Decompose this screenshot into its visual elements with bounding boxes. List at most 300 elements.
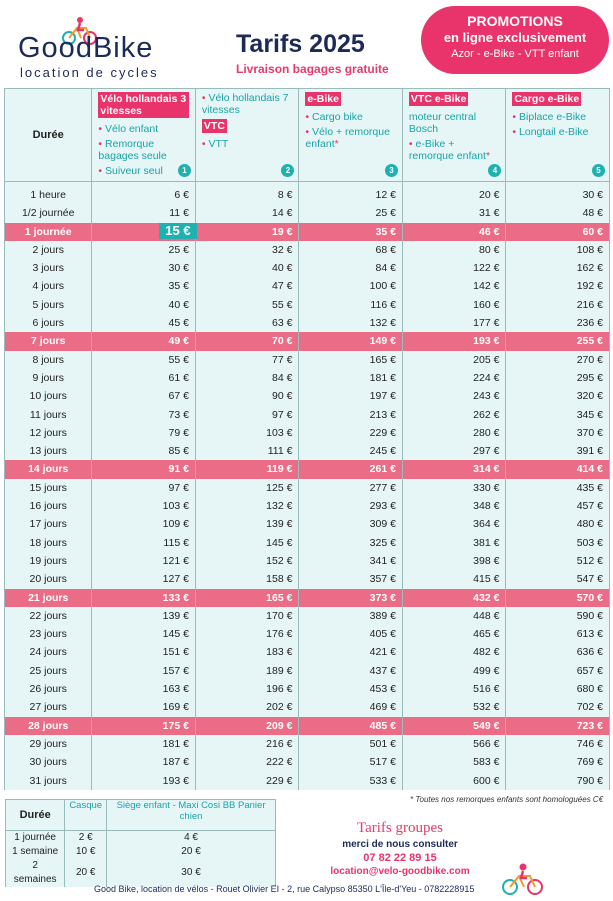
acc-duration-cell: 2 semaines	[6, 859, 65, 887]
price-cell: 103 €	[195, 424, 299, 442]
acc-siege-cell: 20 €	[107, 845, 276, 859]
price-cell: 8 €	[195, 182, 299, 205]
acc-siege-header: Siège enfant - Maxi Cosi BB Panier chien	[107, 800, 276, 831]
price-row	[5, 680, 610, 698]
price-cell: 499 €	[402, 662, 506, 680]
duration-cell: 29 jours	[5, 735, 92, 753]
price-cell: 485 €	[299, 717, 403, 735]
price-cell: 262 €	[402, 406, 506, 424]
bullet-icon: •	[305, 111, 313, 124]
category-item	[409, 111, 500, 135]
price-cell: 127 €	[92, 570, 196, 588]
price-row	[5, 223, 610, 241]
price-cell: 320 €	[506, 387, 610, 405]
price-cell: 435 €	[506, 479, 610, 497]
price-cell: 583 €	[402, 753, 506, 771]
price-cell: 91 €	[92, 460, 196, 478]
footer-address: Good Bike, location de vélos - Rouet Olivier EI - 2, rue Calypso 85350 L'Île-d'Yeu - 0782228915	[94, 884, 475, 894]
category-item	[305, 126, 396, 150]
duration-cell: 20 jours	[5, 570, 92, 588]
price-cell: 115 €	[92, 534, 196, 552]
category-header-3	[299, 89, 403, 182]
price-row	[5, 589, 610, 607]
price-cell: 570 €	[506, 589, 610, 607]
price-table-body	[5, 182, 610, 790]
price-cell: 197 €	[299, 387, 403, 405]
price-cell: 769 €	[506, 753, 610, 771]
price-cell: 100 €	[299, 277, 403, 295]
category-item	[512, 111, 603, 123]
price-row	[5, 717, 610, 735]
price-cell: 77 €	[195, 351, 299, 369]
price-cell: 85 €	[92, 442, 196, 460]
price-cell: 73 €	[92, 406, 196, 424]
duration-cell: 3 jours	[5, 259, 92, 277]
price-cell: 30 €	[92, 259, 196, 277]
price-row	[5, 204, 610, 222]
category-item	[512, 126, 603, 138]
price-cell: 169 €	[92, 698, 196, 716]
duration-cell: 8 jours	[5, 351, 92, 369]
price-cell: 31 €	[402, 204, 506, 222]
price-table	[4, 88, 610, 790]
category-item-label: Remorque bagages seule	[98, 138, 167, 163]
price-cell: 70 €	[195, 332, 299, 350]
category-item-label: moteur central Bosch	[408, 111, 477, 136]
duration-cell: 1 journée	[5, 223, 92, 241]
category-item-label: Vélo hollandais 3 vitesses	[100, 93, 187, 117]
category-item-label: Cargo bike	[312, 111, 363, 124]
category-item	[512, 92, 581, 106]
price-cell: 213 €	[299, 406, 403, 424]
duration-cell: 12 jours	[5, 424, 92, 442]
price-cell: 309 €	[299, 515, 403, 533]
duration-cell: 4 jours	[5, 277, 92, 295]
duration-cell: 5 jours	[5, 296, 92, 314]
category-item	[98, 123, 189, 135]
bullet-icon: •	[201, 92, 209, 104]
goodbike-logo	[18, 16, 188, 80]
category-item-label: e-Bike + remorque enfant	[408, 138, 486, 163]
price-cell: 177 €	[402, 314, 506, 332]
category-item	[202, 138, 293, 150]
price-cell: 702 €	[506, 698, 610, 716]
price-row	[5, 332, 610, 350]
bullet-icon: •	[305, 126, 313, 139]
duration-cell: 9 jours	[5, 369, 92, 387]
price-cell: 181 €	[299, 369, 403, 387]
price-cell: 60 €	[506, 223, 610, 241]
accessory-row	[6, 831, 276, 846]
price-cell: 255 €	[506, 332, 610, 350]
price-cell: 47 €	[195, 277, 299, 295]
price-cell: 6 €	[92, 182, 196, 205]
price-cell: 149 €	[299, 332, 403, 350]
price-row	[5, 277, 610, 295]
acc-casque-cell: 10 €	[65, 845, 107, 859]
price-cell: 469 €	[299, 698, 403, 716]
price-cell: 613 €	[506, 625, 610, 643]
price-cell: 216 €	[195, 735, 299, 753]
price-cell: 405 €	[299, 625, 403, 643]
price-cell: 196 €	[195, 680, 299, 698]
price-row	[5, 772, 610, 790]
promo-line2: en ligne exclusivement	[443, 30, 587, 45]
price-cell: 35 €	[92, 277, 196, 295]
price-row	[5, 497, 610, 515]
price-cell: 109 €	[92, 515, 196, 533]
price-cell: 790 €	[506, 772, 610, 790]
price-cell: 163 €	[92, 680, 196, 698]
price-cell: 49 €	[92, 332, 196, 350]
acc-duration-cell: 1 journée	[6, 831, 65, 846]
price-cell: 547 €	[506, 570, 610, 588]
price-table-header	[5, 89, 610, 182]
price-row	[5, 259, 610, 277]
duration-cell: 23 jours	[5, 625, 92, 643]
price-cell: 90 €	[195, 387, 299, 405]
duration-cell: 13 jours	[5, 442, 92, 460]
price-row	[5, 406, 610, 424]
category-item-label: Longtail e-Bike	[519, 126, 589, 139]
group-rates-text: merci de nous consulter	[342, 839, 458, 850]
bullet-icon: •	[512, 111, 520, 124]
price-cell: 183 €	[195, 643, 299, 661]
price-cell: 145 €	[92, 625, 196, 643]
accessories-table	[5, 799, 276, 887]
category-item-label: e-Bike	[307, 93, 339, 105]
price-row	[5, 387, 610, 405]
price-cell: 448 €	[402, 607, 506, 625]
category-item	[305, 111, 396, 123]
duration-cell: 2 jours	[5, 241, 92, 259]
price-cell: 373 €	[299, 589, 403, 607]
price-cell: 516 €	[402, 680, 506, 698]
price-cell: 205 €	[402, 351, 506, 369]
price-cell: 40 €	[92, 296, 196, 314]
price-row	[5, 479, 610, 497]
category-item-label: Suiveur seul	[105, 165, 163, 178]
accessories-body	[6, 831, 276, 888]
price-cell: 121 €	[92, 552, 196, 570]
price-cell: 261 €	[299, 460, 403, 478]
price-cell: 103 €	[92, 497, 196, 515]
price-cell: 97 €	[195, 406, 299, 424]
price-cell: 503 €	[506, 534, 610, 552]
price-cell: 176 €	[195, 625, 299, 643]
duration-cell: 7 jours	[5, 332, 92, 350]
duration-cell: 30 jours	[5, 753, 92, 771]
price-row	[5, 314, 610, 332]
acc-casque-cell: 20 €	[65, 859, 107, 887]
price-row	[5, 643, 610, 661]
category-item	[202, 92, 293, 116]
price-cell: 14 €	[195, 204, 299, 222]
bullet-icon: •	[98, 165, 106, 178]
price-row	[5, 570, 610, 588]
price-cell: 165 €	[195, 589, 299, 607]
price-cell: 158 €	[195, 570, 299, 588]
price-cell: 45 €	[92, 314, 196, 332]
price-cell: 111 €	[195, 442, 299, 460]
acc-duree-header: Durée	[6, 800, 65, 831]
price-cell: 25 €	[299, 204, 403, 222]
price-cell: 181 €	[92, 735, 196, 753]
duration-cell: 27 jours	[5, 698, 92, 716]
price-cell: 48 €	[506, 204, 610, 222]
price-cell: 501 €	[299, 735, 403, 753]
price-cell: 79 €	[92, 424, 196, 442]
price-cell: 680 €	[506, 680, 610, 698]
price-cell: 116 €	[299, 296, 403, 314]
price-cell: 270 €	[506, 351, 610, 369]
price-cell: 398 €	[402, 552, 506, 570]
column-number-badge: 4	[488, 164, 501, 177]
price-cell: 216 €	[506, 296, 610, 314]
category-item-label: VTC e-Bike	[410, 93, 467, 105]
price-cell: 421 €	[299, 643, 403, 661]
category-item	[409, 92, 468, 106]
page-title: Tarifs 2025	[236, 30, 365, 58]
price-cell: 325 €	[299, 534, 403, 552]
price-cell: 480 €	[506, 515, 610, 533]
price-cell: 746 €	[506, 735, 610, 753]
accessories-header	[6, 800, 276, 831]
price-cell: 19 €	[195, 223, 299, 241]
remorque-note: * Toutes nos remorques enfants sont homologuées C€	[410, 795, 604, 804]
price-cell: 162 €	[506, 259, 610, 277]
header	[0, 0, 613, 86]
duration-cell: 1 heure	[5, 182, 92, 205]
star-mark: *	[485, 150, 491, 163]
category-item	[202, 119, 227, 133]
duration-cell: 21 jours	[5, 589, 92, 607]
price-cell: 533 €	[299, 772, 403, 790]
price-cell: 119 €	[195, 460, 299, 478]
acc-casque-header: Casque	[65, 800, 107, 831]
price-cell: 170 €	[195, 607, 299, 625]
bullet-icon: •	[408, 138, 416, 151]
duration-cell: 31 jours	[5, 772, 92, 790]
duration-cell: 15 jours	[5, 479, 92, 497]
price-cell: 84 €	[299, 259, 403, 277]
promo-line3: Azor - e-Bike - VTT enfant	[451, 48, 579, 60]
price-cell: 46 €	[402, 223, 506, 241]
price-cell: 657 €	[506, 662, 610, 680]
promo-badge	[421, 6, 609, 74]
price-cell: 139 €	[92, 607, 196, 625]
group-rates-phone[interactable]: 07 82 22 89 15	[363, 852, 437, 864]
duration-cell: 17 jours	[5, 515, 92, 533]
price-cell: 151 €	[92, 643, 196, 661]
price-cell: 341 €	[299, 552, 403, 570]
price-cell: 35 €	[299, 223, 403, 241]
duration-cell: 10 jours	[5, 387, 92, 405]
price-cell: 293 €	[299, 497, 403, 515]
group-rates-email[interactable]: location@velo-goodbike.com	[330, 866, 470, 877]
price-cell: 152 €	[195, 552, 299, 570]
price-cell: 193 €	[92, 772, 196, 790]
price-cell: 80 €	[402, 241, 506, 259]
brand-name: GoodBike	[18, 32, 154, 64]
price-cell: 11 €	[92, 204, 196, 222]
price-cell: 157 €	[92, 662, 196, 680]
price-cell: 381 €	[402, 534, 506, 552]
price-cell: 224 €	[402, 369, 506, 387]
acc-siege-cell: 4 €	[107, 831, 276, 846]
price-cell: 389 €	[299, 607, 403, 625]
price-cell: 20 €	[402, 182, 506, 205]
price-cell: 348 €	[402, 497, 506, 515]
price-row	[5, 296, 610, 314]
accessory-row	[6, 845, 276, 859]
category-item-label: Vélo hollandais 7 vitesses	[201, 92, 289, 116]
price-cell: 108 €	[506, 241, 610, 259]
price-cell: 512 €	[506, 552, 610, 570]
price-cell: 55 €	[195, 296, 299, 314]
duration-cell: 11 jours	[5, 406, 92, 424]
promo-price-badge: 15 €	[159, 223, 197, 239]
price-row	[5, 182, 610, 205]
category-item	[409, 138, 500, 162]
price-cell: 32 €	[195, 241, 299, 259]
price-cell: 532 €	[402, 698, 506, 716]
price-cell: 415 €	[402, 570, 506, 588]
price-cell: 133 €	[92, 589, 196, 607]
category-item	[98, 92, 189, 118]
price-cell: 482 €	[402, 643, 506, 661]
price-cell: 165 €	[299, 351, 403, 369]
price-cell: 125 €	[195, 479, 299, 497]
bullet-icon: •	[98, 123, 106, 136]
bullet-icon: •	[201, 138, 209, 151]
price-cell: 67 €	[92, 387, 196, 405]
price-row	[5, 552, 610, 570]
price-cell: 566 €	[402, 735, 506, 753]
acc-duration-cell: 1 semaine	[6, 845, 65, 859]
price-cell: 636 €	[506, 643, 610, 661]
price-cell: 370 €	[506, 424, 610, 442]
duration-cell: 16 jours	[5, 497, 92, 515]
price-cell: 97 €	[92, 479, 196, 497]
category-header-5	[506, 89, 610, 182]
price-cell: 437 €	[299, 662, 403, 680]
price-cell: 414 €	[506, 460, 610, 478]
price-cell: 132 €	[299, 314, 403, 332]
price-row	[5, 369, 610, 387]
price-cell: 330 €	[402, 479, 506, 497]
price-row	[5, 424, 610, 442]
price-cell: 391 €	[506, 442, 610, 460]
duration-cell: 1/2 journée	[5, 204, 92, 222]
price-row	[5, 351, 610, 369]
group-rates-title: Tarifs groupes	[356, 820, 443, 836]
price-cell: 600 €	[402, 772, 506, 790]
duration-cell: 26 jours	[5, 680, 92, 698]
star-mark: *	[334, 138, 339, 151]
column-number-badge: 2	[281, 164, 294, 177]
price-cell: 549 €	[402, 717, 506, 735]
price-cell: 40 €	[195, 259, 299, 277]
price-cell: 25 €	[92, 241, 196, 259]
duration-cell: 6 jours	[5, 314, 92, 332]
price-cell: 236 €	[506, 314, 610, 332]
price-cell: 465 €	[402, 625, 506, 643]
category-item-label: Vélo + remorque enfant	[305, 126, 390, 151]
price-cell: 229 €	[195, 772, 299, 790]
accessory-row	[6, 859, 276, 887]
price-cell: 243 €	[402, 387, 506, 405]
bullet-icon: •	[98, 138, 106, 151]
price-cell: 723 €	[506, 717, 610, 735]
price-cell: 297 €	[402, 442, 506, 460]
duration-cell: 14 jours	[5, 460, 92, 478]
price-cell: 277 €	[299, 479, 403, 497]
acc-siege-cell: 30 €	[107, 859, 276, 887]
price-row	[5, 607, 610, 625]
price-cell: 192 €	[506, 277, 610, 295]
price-row	[5, 442, 610, 460]
price-cell: 55 €	[92, 351, 196, 369]
price-row	[5, 534, 610, 552]
price-cell: 122 €	[402, 259, 506, 277]
price-cell: 295 €	[506, 369, 610, 387]
category-item	[98, 165, 189, 177]
group-rates	[330, 820, 470, 877]
category-header-4	[402, 89, 506, 182]
duration-cell: 22 jours	[5, 607, 92, 625]
price-cell: 187 €	[92, 753, 196, 771]
duration-cell: 25 jours	[5, 662, 92, 680]
price-cell: 68 €	[299, 241, 403, 259]
category-item	[98, 138, 189, 162]
category-item-label: Vélo enfant	[105, 123, 159, 136]
price-cell: 202 €	[195, 698, 299, 716]
column-number-badge: 3	[385, 164, 398, 177]
price-cell: 517 €	[299, 753, 403, 771]
price-cell: 193 €	[402, 332, 506, 350]
brand-tagline: location de cycles	[20, 65, 159, 80]
price-cell: 457 €	[506, 497, 610, 515]
price-cell: 61 €	[92, 369, 196, 387]
price-cell: 345 €	[506, 406, 610, 424]
column-number-badge: 1	[178, 164, 191, 177]
price-cell: 175 €	[92, 717, 196, 735]
price-row	[5, 735, 610, 753]
category-header-1	[92, 89, 196, 182]
category-item	[305, 92, 341, 106]
page-subtitle: Livraison bagages gratuite	[236, 62, 389, 76]
price-cell: 160 €	[402, 296, 506, 314]
price-cell: 245 €	[299, 442, 403, 460]
duration-cell: 28 jours	[5, 717, 92, 735]
price-cell: 132 €	[195, 497, 299, 515]
duree-header: Durée	[5, 89, 92, 182]
category-item-label: VTC	[203, 120, 225, 132]
price-cell: 63 €	[195, 314, 299, 332]
category-item-label: Cargo e-Bike	[514, 93, 580, 105]
price-row	[5, 515, 610, 533]
price-cell: 142 €	[402, 277, 506, 295]
footer-bike-icon	[498, 862, 548, 896]
price-cell: 314 €	[402, 460, 506, 478]
bullet-icon: •	[512, 126, 520, 139]
price-cell: 590 €	[506, 607, 610, 625]
category-item-label: VTT	[208, 138, 229, 151]
price-cell: 30 €	[506, 182, 610, 205]
price-cell: 84 €	[195, 369, 299, 387]
promo-line1: PROMOTIONS	[467, 13, 563, 29]
